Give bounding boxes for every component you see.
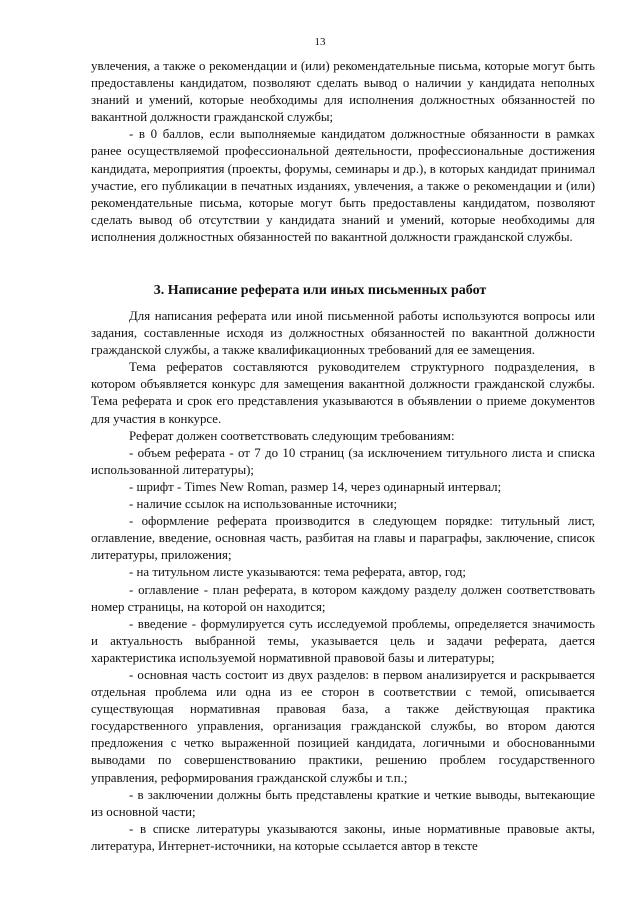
list-item: - основная часть состоит из двух разделов: в первом анализируется и раскрывается отдельная проблема или одна из ее сторон в соответствии с темой, описывается существующая нормативная правовая база, а также действующая практика государственного управления, организация гражданской службы, во втором даются предложения с четко выраженной позицией кандидата, логичными и обоснованными выводами по совершенствованию практики, решению проблем государственного управления, реформирования гражданской службы и т.п.; (91, 667, 595, 785)
paragraph: увлечения, а также о рекомендации и (или) рекомендательные письма, которые могут быть предоставлены кандидатом, позволяют сделать вывод о наличии у кандидата неполных знаний и умений, которые необходимы для исполнения должностных обязанностей по вакантной должности гражданской службы; (91, 59, 595, 125)
paragraph: Реферат должен соответствовать следующим требованиям: (129, 428, 455, 443)
section-heading: 3. Написание реферата или иных письменных работ (153, 283, 487, 298)
list-item: - введение - формулируется суть исследуемой проблемы, определяется значимость и актуальность выбранной темы, указывается цель и задачи реферата, дается характеристика используемой нормативной правовой базы и литературы; (91, 616, 595, 665)
paragraph: - в 0 баллов, если выполняемые кандидатом должностные обязанности в рамках ранее осуществляемой профессиональной деятельности, профессиональные достижения кандидата, мероприятия (проекты, форумы, семинары и др.), в которых кандидат принимал участие, его публикации в печатных изданиях, увлечения, а также о рекомендации и (или) рекомендательные письма, которые могут быть предоставлены кандидатом, позволяют сделать вывод об отсутствии у кандидата знаний и умений, которые необходимы для исполнения должностных обязанностей по вакантной должности гражданской службы. (91, 127, 595, 244)
section-body (91, 308, 595, 855)
list-item: - в списке литературы указываются законы, иные нормативные правовые акты, литература, Интернет-источники, на которые ссылается автор в тексте (91, 821, 595, 853)
list-item: - в заключении должны быть представлены краткие и четкие выводы, вытекающие из основной части; (91, 787, 595, 819)
list-item: - шрифт - Times New Roman, размер 14, через одинарный интервал; (129, 479, 502, 494)
list-item: - на титульном листе указываются: тема реферата, автор, год; (129, 565, 467, 580)
list-item: - объем реферата - от 7 до 10 страниц (за исключением титульного листа и списка использованной литературы); (91, 445, 595, 477)
paragraph: Тема рефератов составляются руководителем структурного подразделения, в котором объявляется конкурс для замещения вакантной должности гражданской службы. Тема реферата и срок его представления указываются в объявлении о приеме документов для участия в конкурсе. (91, 360, 595, 426)
list-item: - оформление реферата производится в следующем порядке: титульный лист, оглавление, введение, основная часть, разбитая на главы и параграфы, заключение, список литературы, приложения; (91, 514, 595, 563)
list-item: - наличие ссылок на использованные источники; (129, 497, 398, 512)
list-item: - оглавление - план реферата, в котором каждому разделу должен соответствовать номер страницы, на которой он находится; (91, 582, 595, 614)
paragraph: Для написания реферата или иной письменной работы используются вопросы или задания, составленные исходя из должностных обязанностей по вакантной должности гражданской службы, а также квалификационных требований для ее замещения. (91, 309, 595, 358)
continuation-text-block (91, 58, 595, 246)
page-number: 13 (314, 36, 326, 48)
